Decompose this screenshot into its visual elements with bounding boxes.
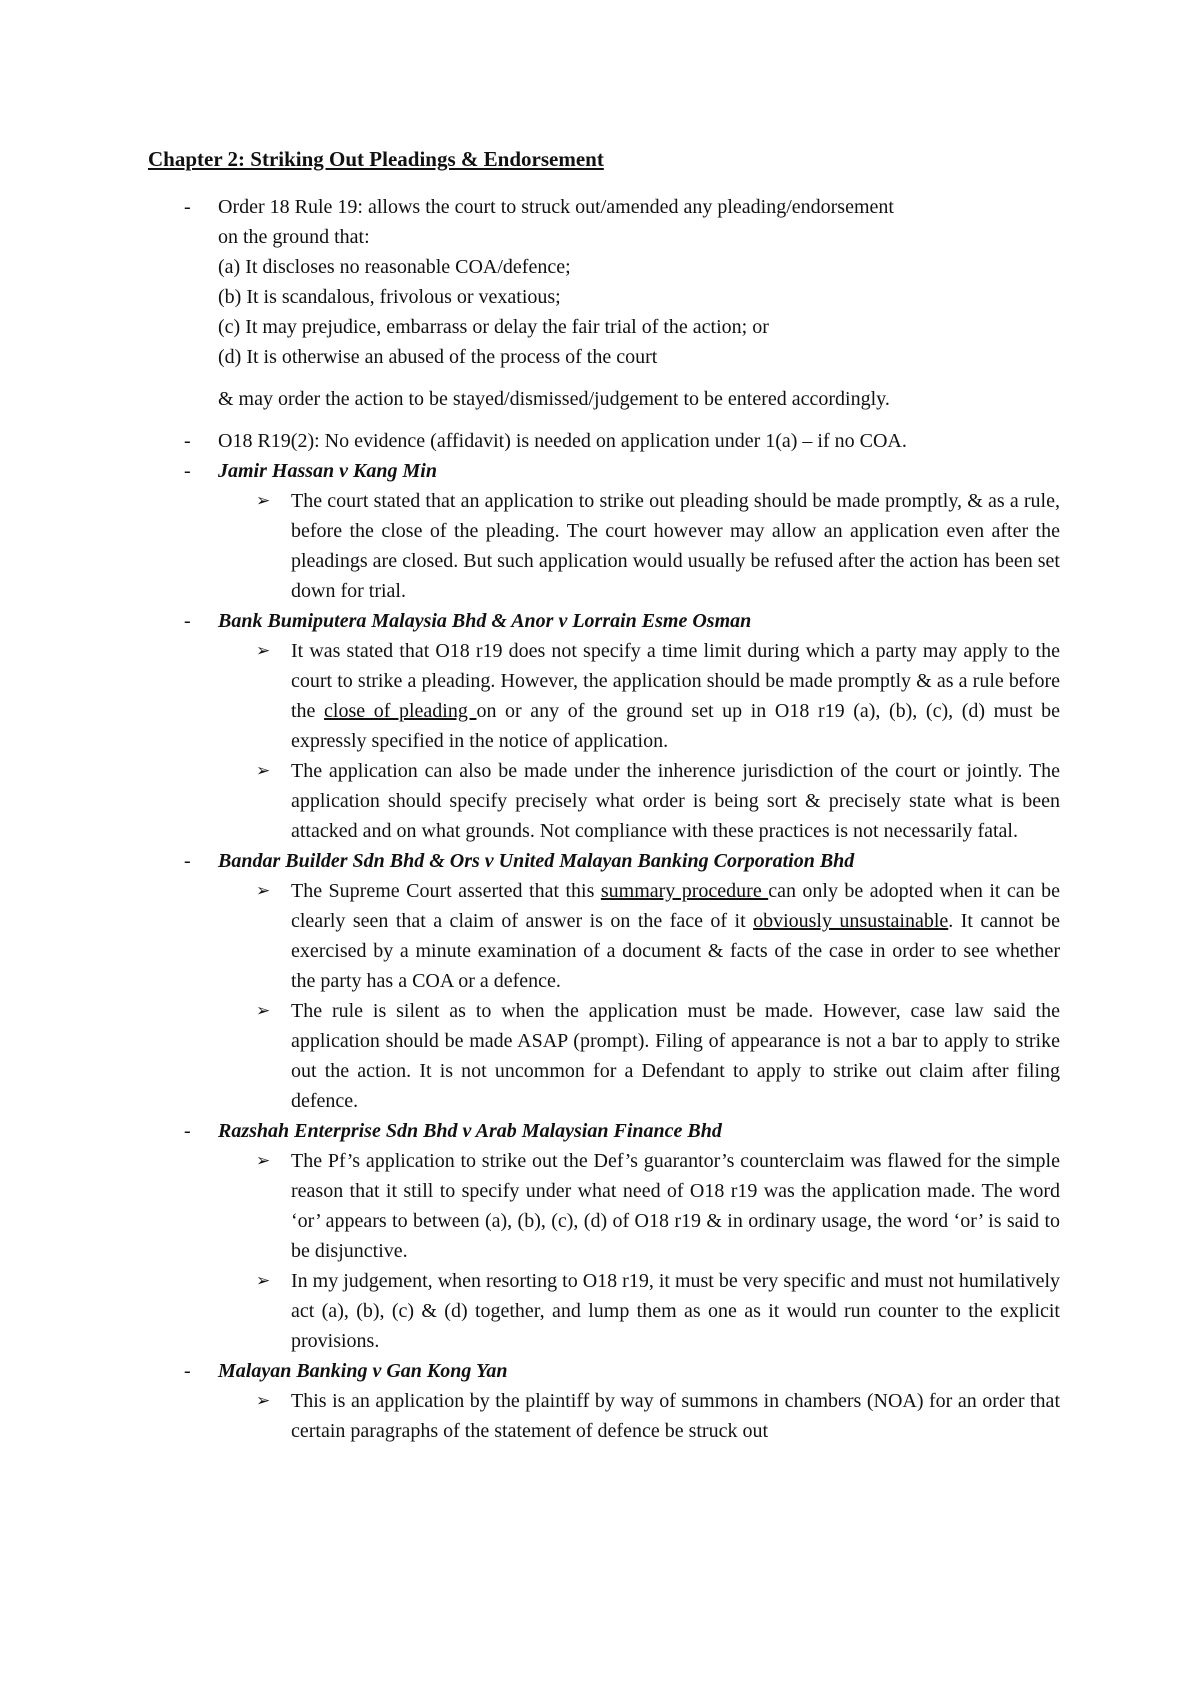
case-point [148, 996, 1060, 1116]
case-point-text [291, 760, 1060, 842]
arrow-bullet-icon: ➢ [256, 761, 271, 781]
ground-b: (b) It is scandalous, frivolous or vexatious; [218, 286, 561, 308]
arrow-bullet-icon: ➢ [256, 1001, 271, 1021]
dash-bullet: - [184, 1120, 191, 1142]
arrow-bullet-icon: ➢ [256, 1151, 271, 1171]
dash-bullet: - [184, 196, 191, 218]
text-run: The Pf’s application to strike out the Def’s guarantor’s counterclaim was flawed for the simple reason that it still to specify under what need of O18 r19 was the application made. The word ‘or’ appears to between (a), (b), (c), (d) of O18 r19 & in ordinary usage, the word ‘or’ is said to be disjunctive. [291, 1150, 1060, 1262]
case-point [148, 876, 1060, 996]
text-run: The rule is silent as to when the application must be made. However, case law said the application should be made ASAP (prompt). Filing of appearance is not a bar to apply to strike out the action. It is not uncommon for a Defendant to apply to strike out claim after filing defence. [291, 1000, 1060, 1112]
case-point [148, 756, 1060, 846]
case-name: Jamir Hassan v Kang Min [218, 460, 437, 482]
case-point-text [291, 1150, 1060, 1262]
arrow-bullet-icon: ➢ [256, 1271, 271, 1291]
case-point [148, 1146, 1060, 1266]
text-run: The application can also be made under the inherence jurisdiction of the court or jointly. The application should specify precisely what order is being sort & precisely state what is been attacked and on what grounds. Not compliance with these practices is not necessarily fatal. [291, 760, 1060, 842]
document-body [148, 192, 1060, 1446]
case-item [148, 456, 1060, 486]
ground-d: (d) It is otherwise an abused of the process of the court [218, 346, 658, 368]
case-point-text [291, 1270, 1060, 1352]
text-run: In my judgement, when resorting to O18 r19, it must be very specific and must not humilatively act (a), (b), (c) & (d) together, and lump them as one as it would run counter to the explicit provisions. [291, 1270, 1060, 1352]
text-run: It was stated that O18 r19 does not specify a time limit during which a party may apply to the court to strike a pleading. However, the application should be made promptly & as a rule before the [291, 640, 1060, 722]
case-point [148, 1386, 1060, 1446]
case-point-text [291, 1390, 1060, 1442]
dash-bullet: - [184, 610, 191, 632]
underlined-term: close of pleading [324, 700, 477, 722]
ground-c: (c) It may prejudice, embarrass or delay the fair trial of the action; or [218, 316, 769, 338]
dash-bullet: - [184, 430, 191, 452]
order-note: & may order the action to be stayed/dismissed/judgement to be entered accordingly. [218, 388, 890, 410]
case-item [148, 606, 1060, 636]
chapter-title: Chapter 2: Striking Out Pleadings & Endorsement [148, 147, 604, 171]
arrow-bullet-icon: ➢ [256, 881, 271, 901]
case-point-text [291, 1000, 1060, 1112]
intro-line: on the ground that: [218, 226, 370, 248]
arrow-bullet-icon: ➢ [256, 491, 271, 511]
case-name: Bandar Builder Sdn Bhd & Ors v United Malayan Banking Corporation Bhd [218, 850, 855, 872]
case-point-text [291, 490, 1060, 602]
intro-line: Order 18 Rule 19: allows the court to struck out/amended any pleading/endorsement [218, 196, 894, 218]
text-run: This is an application by the plaintiff by way of summons in chambers (NOA) for an order that certain paragraphs of the statement of defence be struck out [291, 1390, 1060, 1442]
underlined-term: summary procedure [600, 880, 769, 902]
text-run: can only be adopted when it can be clearly seen that a claim of answer is on the face of it [291, 880, 1061, 932]
case-point [148, 636, 1060, 756]
text-run: . It cannot be exercised by a minute examination of a document & facts of the case in order to see whether the party has a COA or a defence. [291, 910, 1061, 992]
case-item [148, 846, 1060, 876]
dash-bullet: - [184, 850, 191, 872]
arrow-bullet-icon: ➢ [256, 1391, 271, 1411]
case-item [148, 1356, 1060, 1386]
case-point-text [291, 880, 1060, 992]
case-item [148, 1116, 1060, 1146]
dash-bullet: - [184, 1360, 191, 1382]
arrow-bullet-icon: ➢ [256, 641, 271, 661]
case-name: Razshah Enterprise Sdn Bhd v Arab Malaysian Finance Bhd [218, 1120, 722, 1142]
intro-item [148, 192, 1060, 414]
case-list [148, 456, 1060, 1446]
dash-bullet: - [184, 460, 191, 482]
case-name: Bank Bumiputera Malaysia Bhd & Anor v Lorrain Esme Osman [218, 610, 752, 632]
text-run: The Supreme Court asserted that this [291, 880, 601, 902]
case-point-text [291, 640, 1060, 752]
o18r19-2-text: O18 R19(2): No evidence (affidavit) is needed on application under 1(a) – if no COA. [218, 430, 907, 452]
ground-a: (a) It discloses no reasonable COA/defence; [218, 256, 571, 278]
case-point [148, 1266, 1060, 1356]
text-run: The court stated that an application to strike out pleading should be made promptly, & as a rule, before the close of the pleading. The court however may allow an application even after the pleadings are closed. But such application would usually be refused after the action has been set down for trial. [291, 490, 1060, 602]
case-name: Malayan Banking v Gan Kong Yan [218, 1360, 508, 1382]
underlined-term: obviously unsustainable [753, 910, 949, 932]
text-run: on or any of the ground set up in O18 r19 (a), (b), (c), (d) must be expressly specified in the notice of application. [291, 700, 1060, 752]
o18r19-2-item [148, 426, 1060, 456]
case-point [148, 486, 1060, 606]
